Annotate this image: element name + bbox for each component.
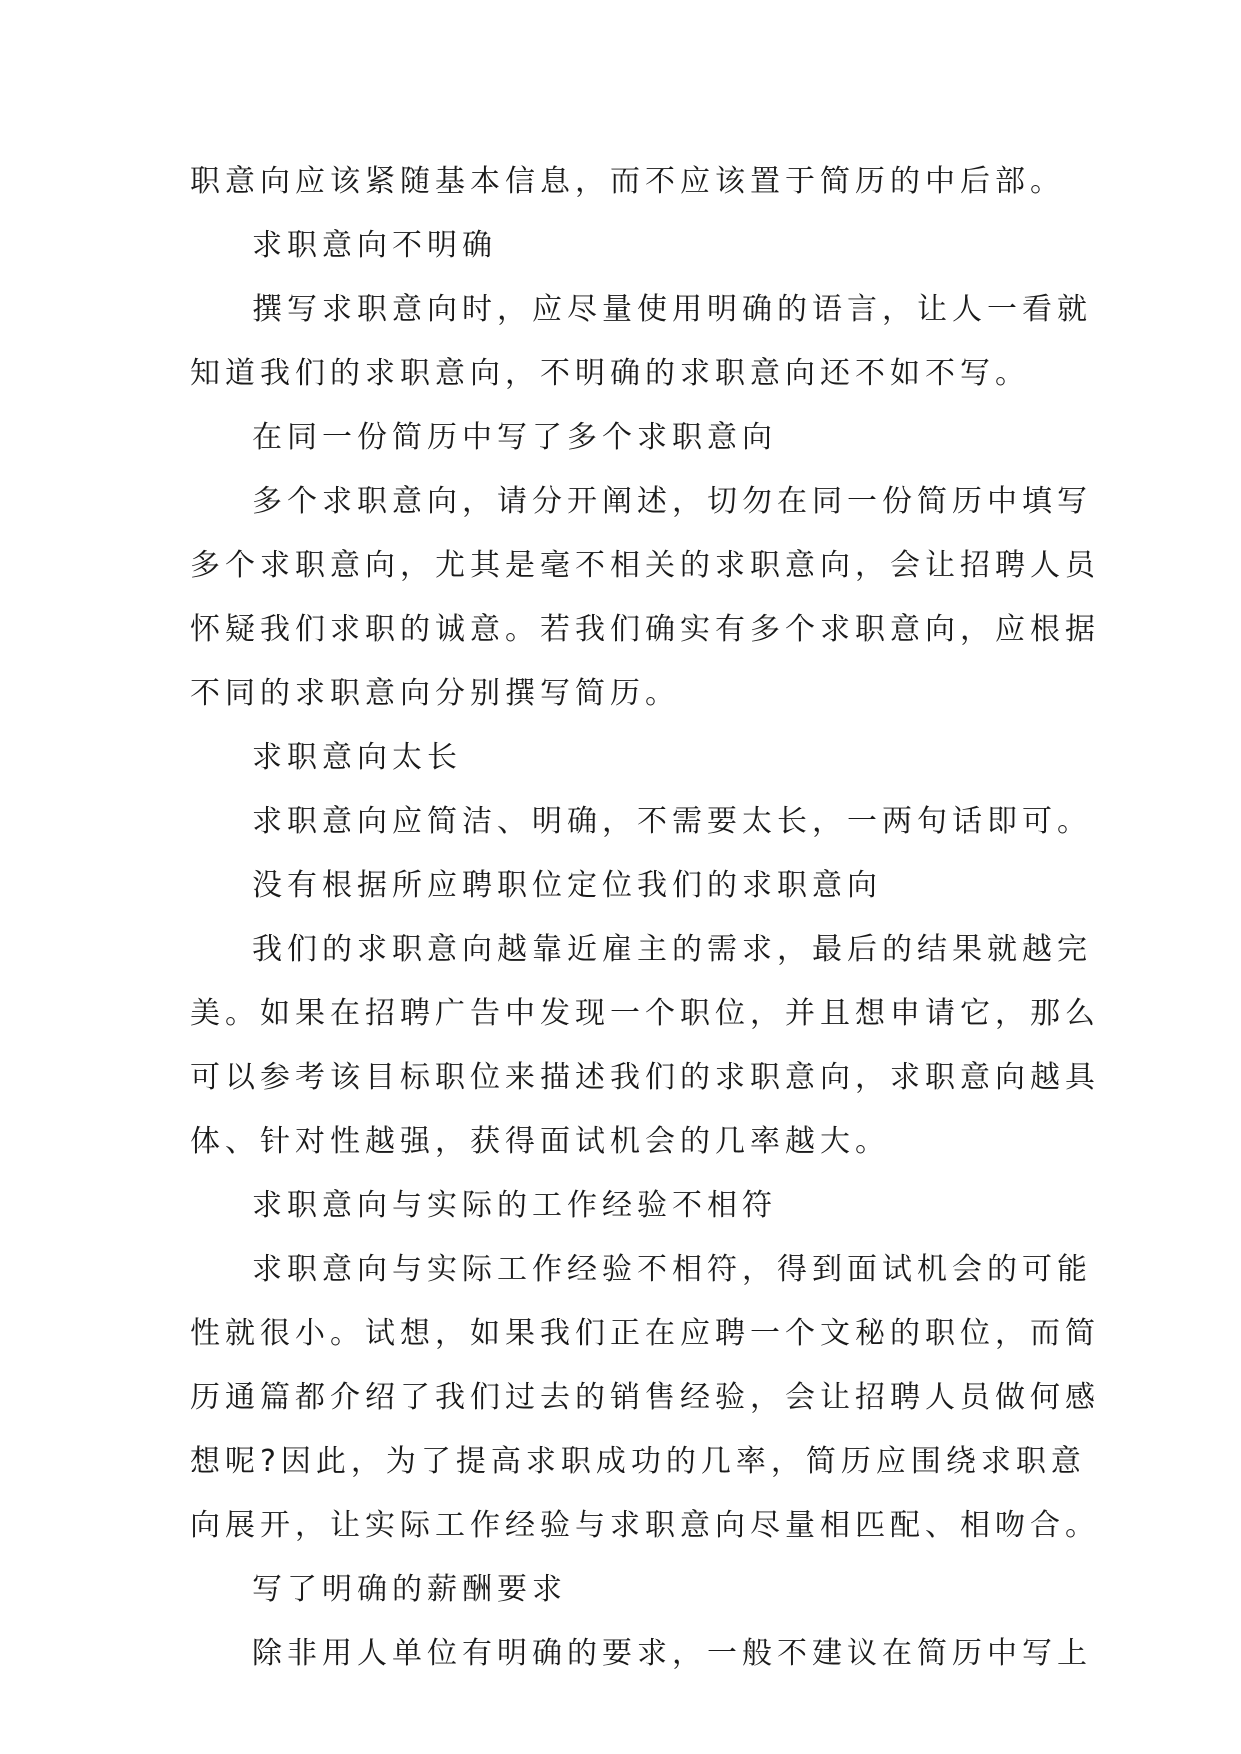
paragraph-line: 我们的求职意向越靠近雇主的需求，最后的结果就越完 [252, 932, 1092, 967]
paragraph-line: 知道我们的求职意向，不明确的求职意向还不如不写。 [190, 356, 1030, 391]
paragraph-line: 历通篇都介绍了我们过去的销售经验，会让招聘人员做何感 [190, 1380, 1100, 1415]
paragraph-line: 求职意向与实际工作经验不相符，得到面试机会的可能 [252, 1252, 1092, 1287]
section-heading: 没有根据所应聘职位定位我们的求职意向 [252, 868, 882, 903]
section-heading: 求职意向太长 [252, 740, 462, 775]
paragraph-line: 可以参考该目标职位来描述我们的求职意向，求职意向越具 [190, 1060, 1100, 1095]
paragraph-line: 多个求职意向，请分开阐述，切勿在同一份简历中填写 [252, 484, 1092, 519]
paragraph-line: 怀疑我们求职的诚意。若我们确实有多个求职意向，应根据 [190, 612, 1100, 647]
paragraph-line: 美。如果在招聘广告中发现一个职位，并且想申请它，那么 [190, 996, 1100, 1031]
section-heading: 在同一份简历中写了多个求职意向 [252, 420, 777, 455]
paragraph-line: 多个求职意向，尤其是毫不相关的求职意向，会让招聘人员 [190, 548, 1100, 583]
paragraph-line: 想呢?因此，为了提高求职成功的几率，简历应围绕求职意 [190, 1444, 1086, 1479]
section-heading: 求职意向不明确 [252, 228, 497, 263]
paragraph-line: 不同的求职意向分别撰写简历。 [190, 676, 680, 711]
section-heading: 写了明确的薪酬要求 [252, 1572, 567, 1607]
paragraph-line: 求职意向应简洁、明确，不需要太长，一两句话即可。 [252, 804, 1092, 839]
paragraph-line: 性就很小。试想，如果我们正在应聘一个文秘的职位，而简 [190, 1316, 1100, 1351]
section-heading: 求职意向与实际的工作经验不相符 [252, 1188, 777, 1223]
paragraph-line: 职意向应该紧随基本信息，而不应该置于简历的中后部。 [190, 164, 1065, 199]
paragraph-line: 体、针对性越强，获得面试机会的几率越大。 [190, 1124, 890, 1159]
paragraph-line: 向展开，让实际工作经验与求职意向尽量相匹配、相吻合。 [190, 1508, 1100, 1543]
paragraph-line: 撰写求职意向时，应尽量使用明确的语言，让人一看就 [252, 292, 1092, 327]
paragraph-line: 除非用人单位有明确的要求，一般不建议在简历中写上 [252, 1636, 1092, 1671]
